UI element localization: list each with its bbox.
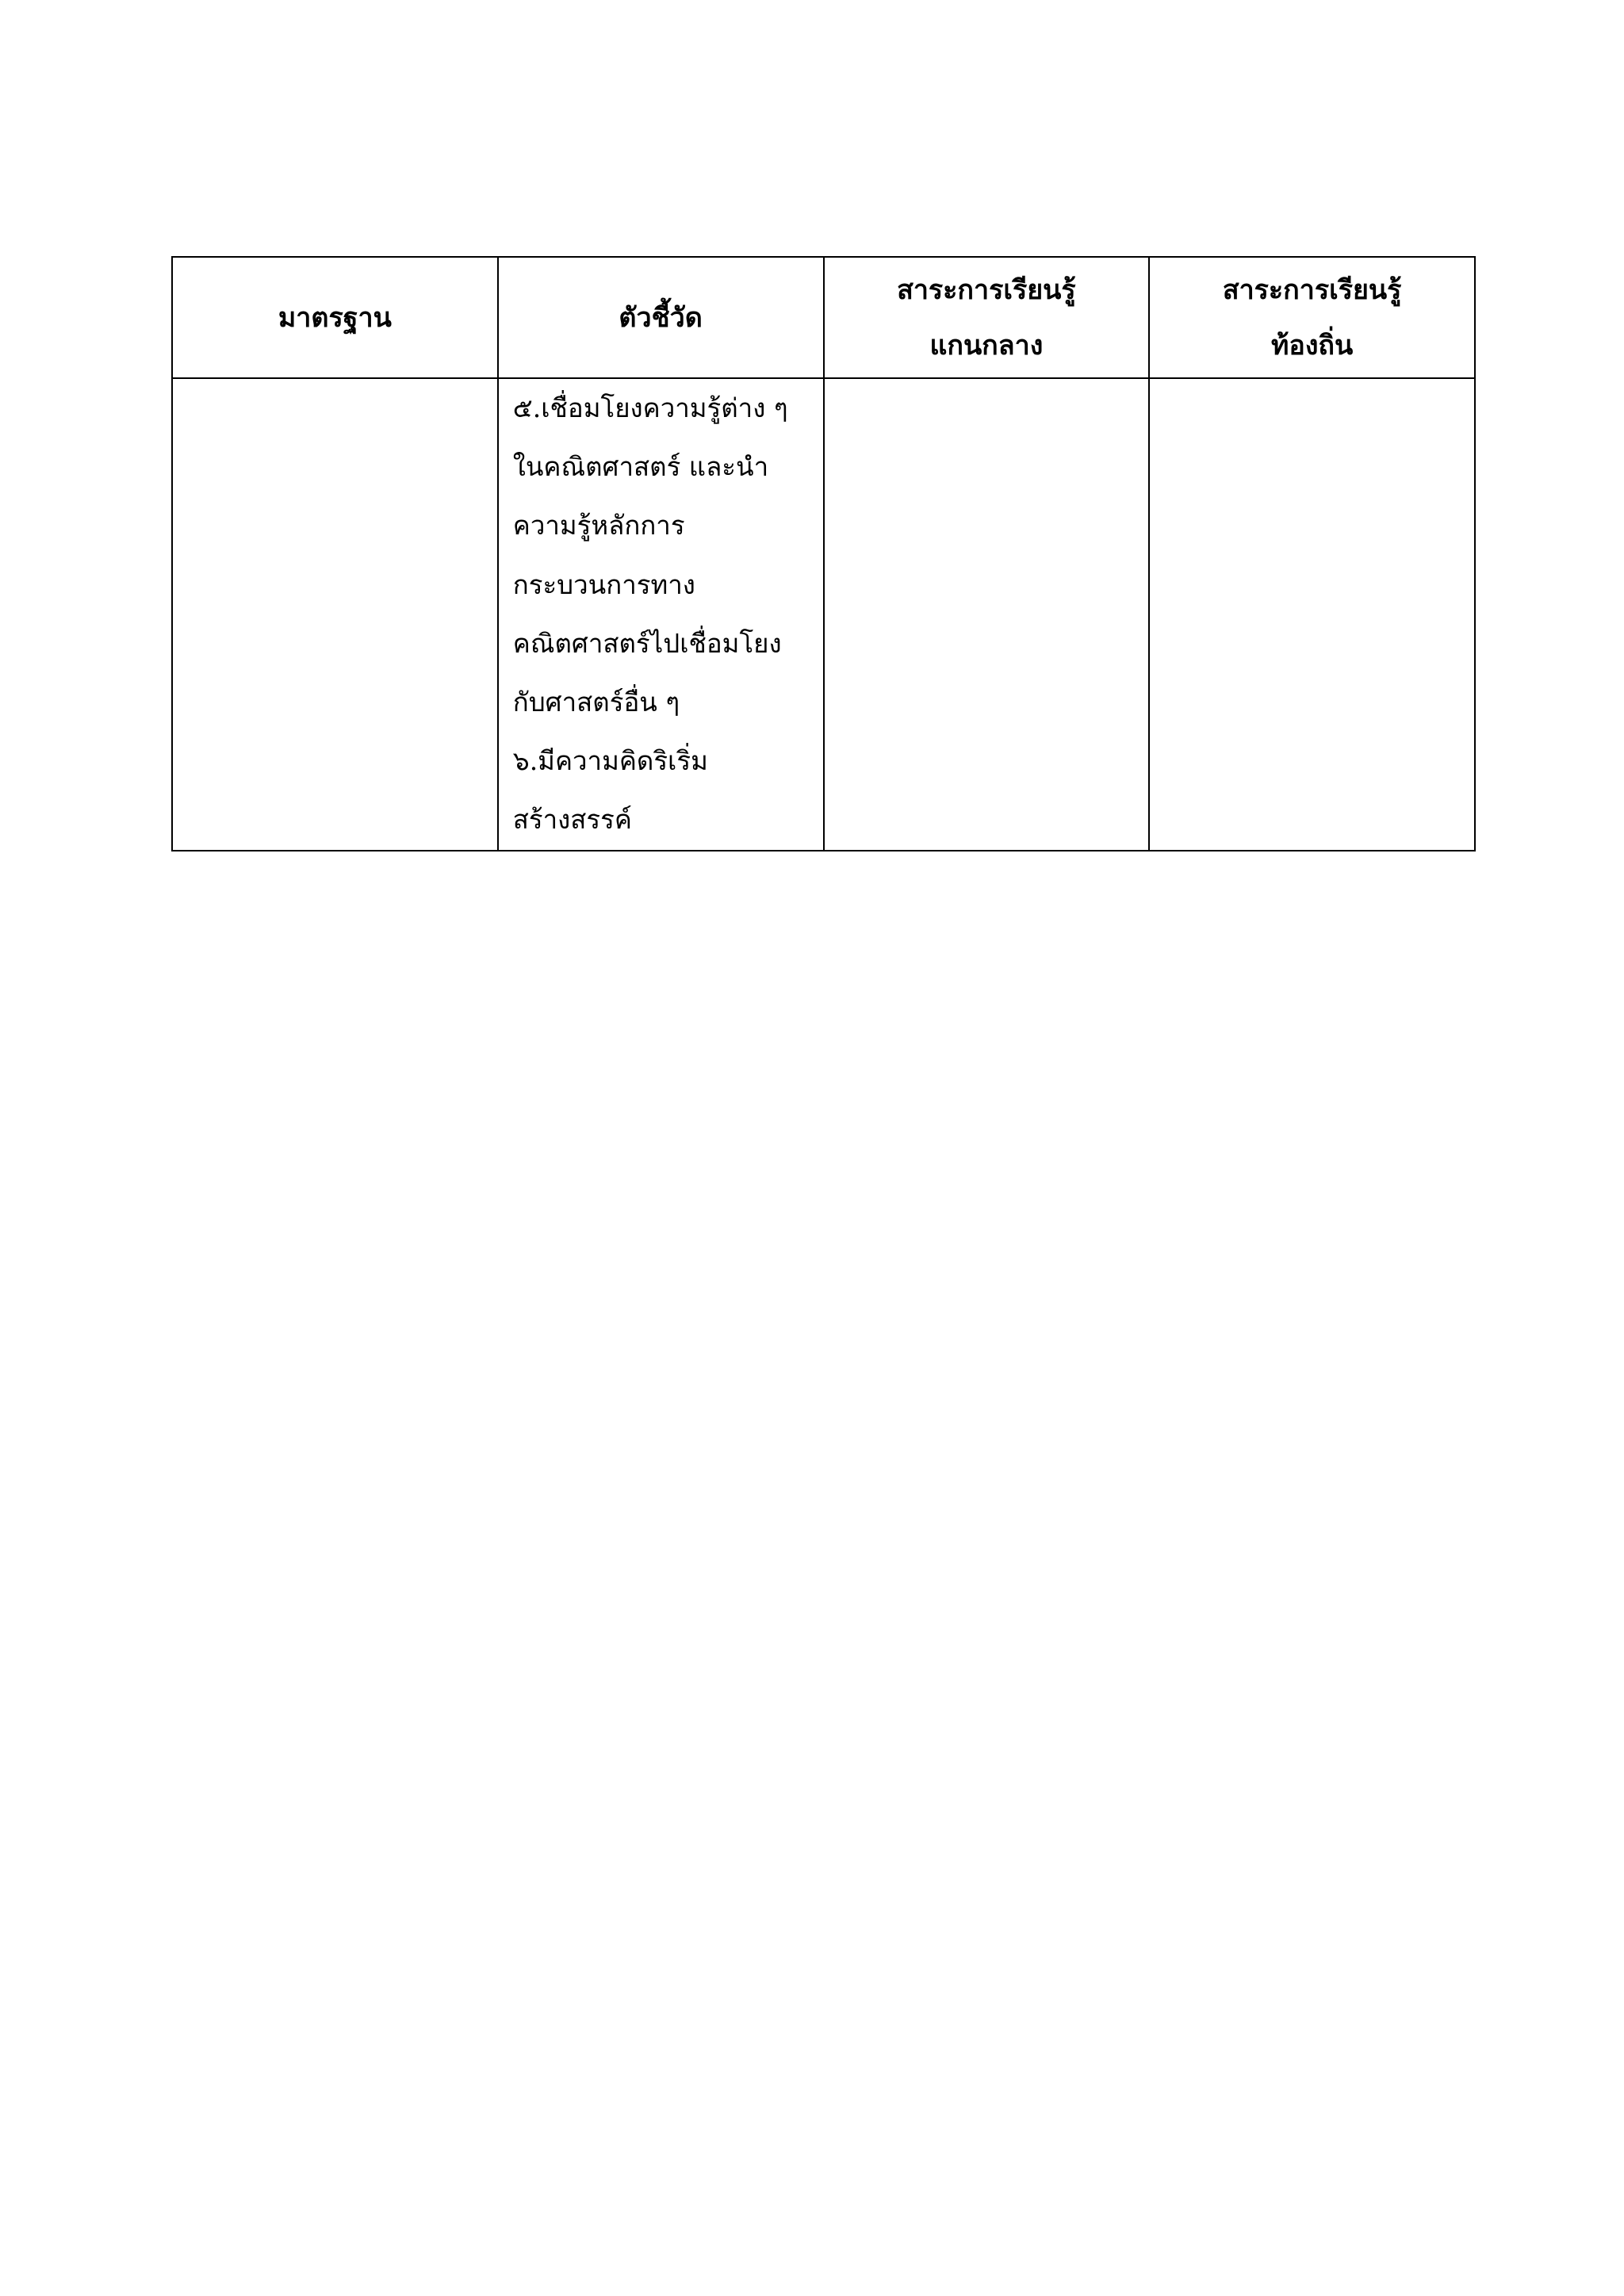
indicator-line: กระบวนการทาง [512,568,695,600]
header-local-content-line-2: ท้องถิ่น [1270,329,1354,362]
indicator-line: คณิตศาสตร์ไปเชื่อมโยง [512,627,782,659]
header-local-content [1149,257,1475,378]
header-local-content-line-1: สาระการเรียนรู้ [1222,274,1402,306]
cell-local-content [1149,378,1475,851]
indicator-line: ความรู้หลักการ [512,510,685,541]
curriculum-table [171,256,1476,851]
table-body [172,378,1475,851]
indicator-line: กับศาสตร์อื่น ๆ [512,687,680,718]
header-standard: มาตรฐาน [172,257,498,378]
table-row [172,378,1475,851]
indicator-line: สร้างสรรค์ [512,804,632,836]
cell-standard [172,378,498,851]
header-core-content [824,257,1150,378]
table-header [172,257,1475,378]
indicator-line: ๖.มีความคิดริเริ่ม [512,745,708,777]
cell-indicator [498,378,824,851]
header-indicator: ตัวชี้วัด [498,257,824,378]
header-core-content-line-2: แกนกลาง [929,329,1044,362]
table-header-row [172,257,1475,378]
indicator-line: ในคณิตศาสตร์ และนำ [512,451,769,483]
cell-core-content [824,378,1150,851]
indicator-line: ๕.เชื่อมโยงความรู้ต่าง ๆ [512,392,788,423]
header-core-content-line-1: สาระการเรียนรู้ [897,274,1076,306]
indicator-list [513,379,812,850]
